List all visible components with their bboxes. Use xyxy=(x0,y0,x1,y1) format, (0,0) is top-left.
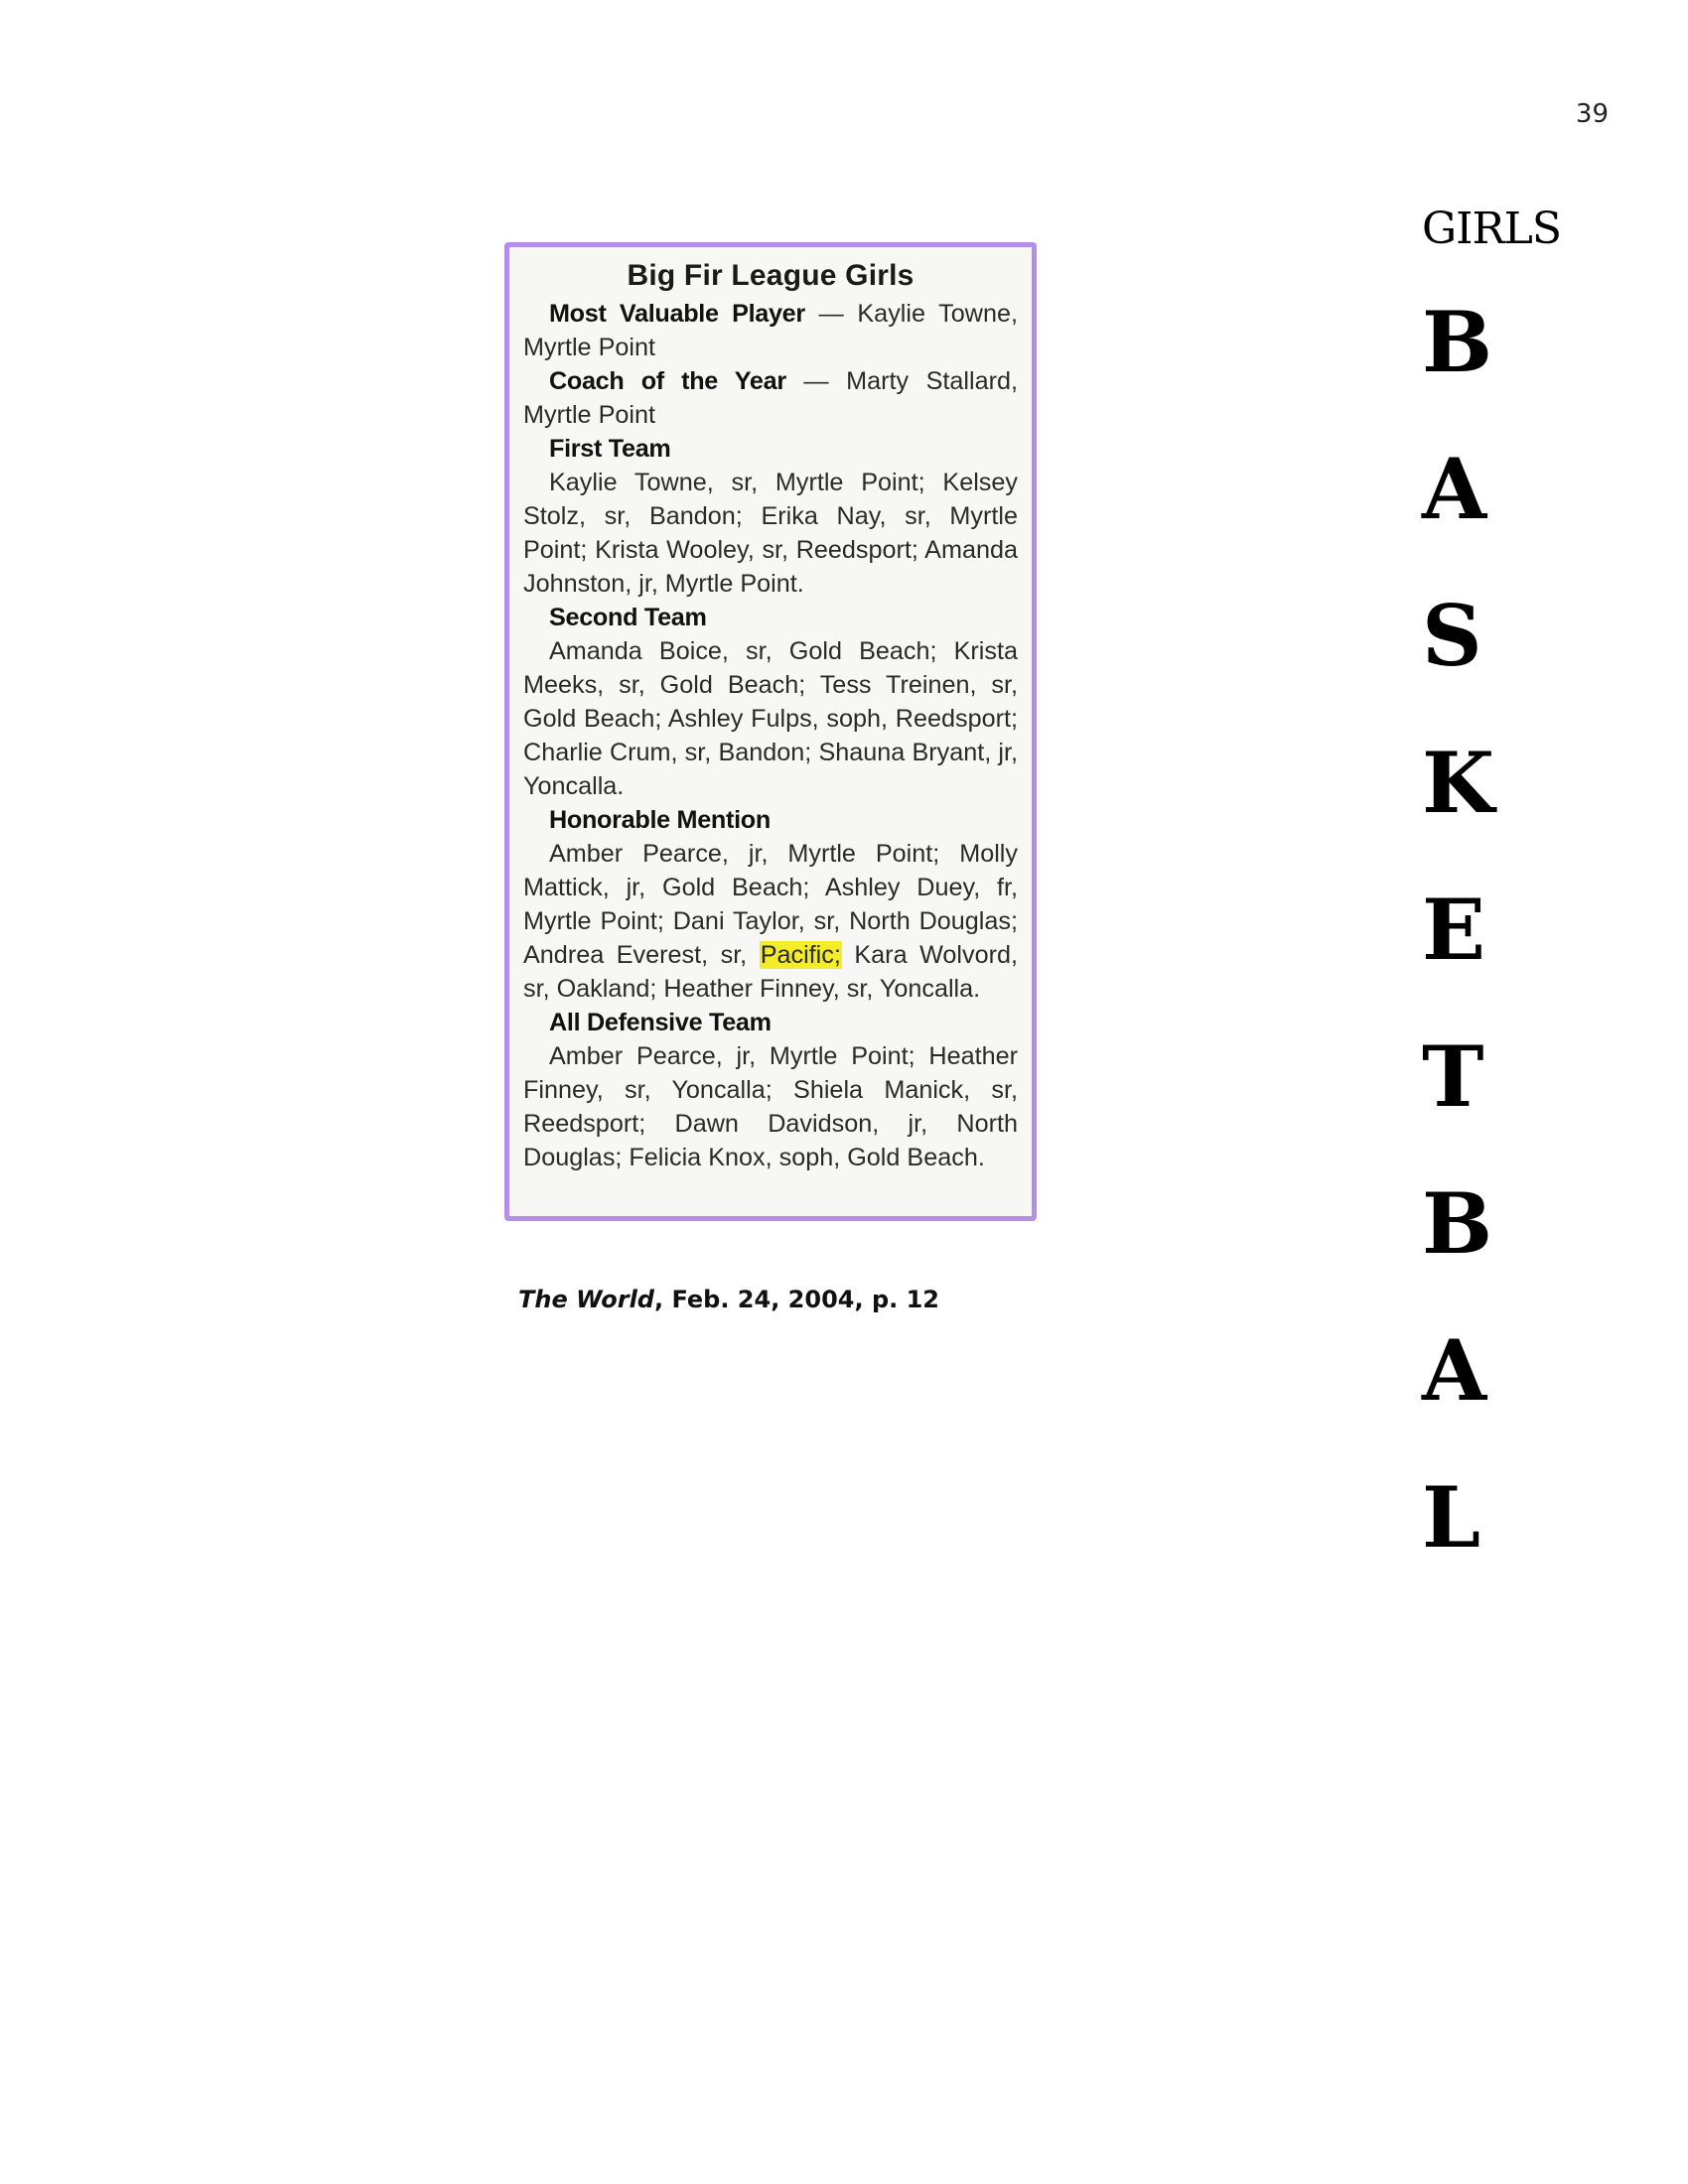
all-defensive-heading: All Defensive Team xyxy=(549,1009,772,1036)
coach-label: Coach of the Year xyxy=(549,367,786,395)
highlighted-text: Pacific; xyxy=(760,941,841,969)
honorable-text-before: Amber Pearce, jr, Myrtle Point; Molly Mattick, jr, Gold Beach; Ashley Duey, fr, Myrtle Point; Dani Taylor, sr, North Douglas; Andrea Everest, sr, xyxy=(523,840,1018,969)
all-defensive-list: Amber Pearce, jr, Myrtle Point; Heather Finney, sr, Yoncalla; Shiela Manick, sr, Reedsport; Dawn Davidson, jr, North Douglas; Felicia Knox, soph, Gold Beach. xyxy=(523,1042,1018,1171)
coach-entry xyxy=(523,364,1018,432)
mvp-label: Most Valuable Player xyxy=(549,300,805,328)
publication-name: The World xyxy=(518,1286,654,1313)
clipping-body xyxy=(523,297,1018,1174)
first-team-heading: First Team xyxy=(549,435,671,463)
honorable-text-after: Kara Wolvord, sr, Oakland; Heather Finney, sr, Yoncalla. xyxy=(523,941,1018,1003)
clipping-title: Big Fir League Girls xyxy=(627,259,914,292)
vertical-title xyxy=(1422,288,1541,1610)
vertical-letter: A xyxy=(1422,1321,1487,1420)
newspaper-clipping xyxy=(504,242,1037,1221)
vertical-letter: A xyxy=(1422,440,1487,538)
second-team-list: Amanda Boice, sr, Gold Beach; Krista Meeks, sr, Gold Beach; Tess Treinen, sr, Gold Beach; Ashley Fulps, soph, Reedsport; Charlie Crum, sr, Bandon; Shauna Bryant, jr, Yoncalla. xyxy=(523,637,1018,800)
publication-details: , Feb. 24, 2004, p. 12 xyxy=(653,1286,939,1313)
source-caption xyxy=(518,1286,939,1313)
vertical-letter: L xyxy=(1422,1468,1481,1567)
first-team-list: Kaylie Towne, sr, Myrtle Point; Kelsey Stolz, sr, Bandon; Erika Nay, sr, Myrtle Point; Krista Wooley, sr, Reedsport; Amanda Johnston, jr, Myrtle Point. xyxy=(523,469,1018,598)
page-number: 39 xyxy=(1575,99,1609,129)
honorable-mention-list xyxy=(523,837,1018,1006)
vertical-letter: E xyxy=(1422,881,1486,979)
vertical-letter: S xyxy=(1422,587,1482,685)
vertical-letter: B xyxy=(1422,293,1492,391)
mvp-entry xyxy=(523,297,1018,364)
coach-value: — Marty Stallard, Myrtle Point xyxy=(523,367,1019,429)
second-team-heading: Second Team xyxy=(549,604,707,631)
vertical-letter: B xyxy=(1422,1174,1492,1273)
mvp-value: — Kaylie Towne, Myrtle Point xyxy=(523,300,1018,361)
sidebar-title: GIRLS xyxy=(1422,204,1562,254)
vertical-letter: T xyxy=(1422,1027,1484,1126)
honorable-mention-heading: Honorable Mention xyxy=(549,806,771,834)
vertical-letter: K xyxy=(1422,734,1495,832)
